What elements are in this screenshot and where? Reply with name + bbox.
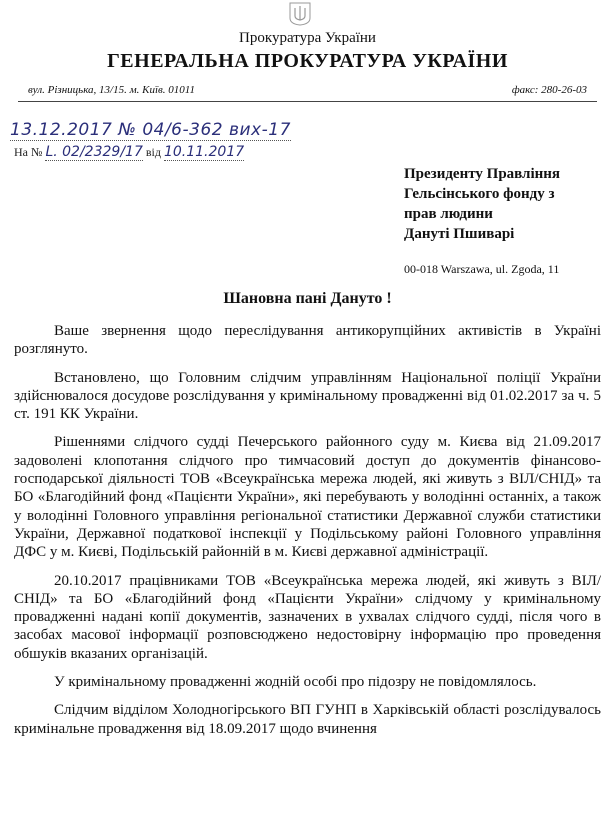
fax-number: факс: 280-26-03: [511, 84, 587, 96]
incoming-number: L. 02/2329/17: [45, 144, 143, 160]
office-address: вул. Різницька, 13/15. м. Київ. 01011: [28, 84, 195, 96]
body-paragraph: Слідчим відділом Холодногірського ВП ГУНП в Харківській області розслідувалось кримінальне провадження від 18.09.2017 щодо вчинення: [14, 702, 601, 737]
body-paragraph: 20.10.2017 працівниками ТОВ «Всеукраїнська мережа людей, які живуть з ВІЛ/СНІД» та БО «Благодійний фонд «Пацієнти України» слідчому у кримінальному провадженні надані копії документів, зазначених в ухвалах слідчого судді, після чого в засобах масової інформації розповсюджено недостовірну інформацію про проведення обшуків вказаних організацій.: [14, 572, 601, 662]
incoming-reference: [14, 144, 244, 160]
organization-title: ГЕНЕРАЛЬНА ПРОКУРАТУРА УКРАЇНИ: [107, 50, 508, 72]
recipient-line: прав людини: [404, 206, 493, 222]
recipient-line: Президенту Правління: [404, 166, 561, 182]
recipient-line: Гельсінського фонду з: [404, 186, 555, 202]
trident-emblem-icon: [287, 0, 313, 26]
body-paragraph: У кримінальному провадженні жодній особі про підозру не повідомлялось.: [54, 674, 537, 691]
letter-salutation: Шановна пані Дануто !: [223, 290, 392, 307]
recipient-address: 00-018 Warszawa, ul. Zgoda, 11: [404, 262, 560, 276]
letter-body: [14, 322, 601, 748]
outgoing-number: 13.12.2017 № 04/6-362 вих-17: [10, 120, 291, 140]
body-paragraph: Ваше звернення щодо переслідування антикорупційних активістів в Україні розглянуто.: [14, 323, 601, 358]
incoming-date: 10.11.2017: [163, 144, 245, 160]
body-paragraph: Встановлено, що Головним слідчим управлінням Національної поліції України здійснювалося досудове розслідування у кримінальному провадженні від 01.02.2017 за ч. 5 ст. 191 КК України.: [14, 369, 601, 423]
header-divider: [18, 101, 597, 102]
outgoing-registration: [10, 120, 291, 140]
incoming-number-prefix: На №: [14, 145, 43, 159]
incoming-date-prefix: від: [145, 145, 161, 159]
body-paragraph: Рішеннями слідчого судді Печерського районного суду м. Києва від 21.09.2017 задоволені клопотання слідчого про тимчасовий доступ до документів фінансово-господарської діяльності ТОВ «Всеукраїнська мережа людей, які живуть з ВІЛ/СНІД» та БО «Благодійний фонд «Пацієнти України», які перебувають у володінні останніх, а також у володінні Головного управління регіональної статистики Державної служби статистики України, Державної податкової інспекції у Подільському районі Головного управління ДФС у м. Києві, Подільській районній в м. Києві державної адміністрації.: [14, 434, 601, 561]
recipient-block: [404, 164, 604, 244]
recipient-line: Дануті Пшиварі: [404, 226, 515, 242]
ministry-name: Прокуратура України: [239, 30, 376, 46]
